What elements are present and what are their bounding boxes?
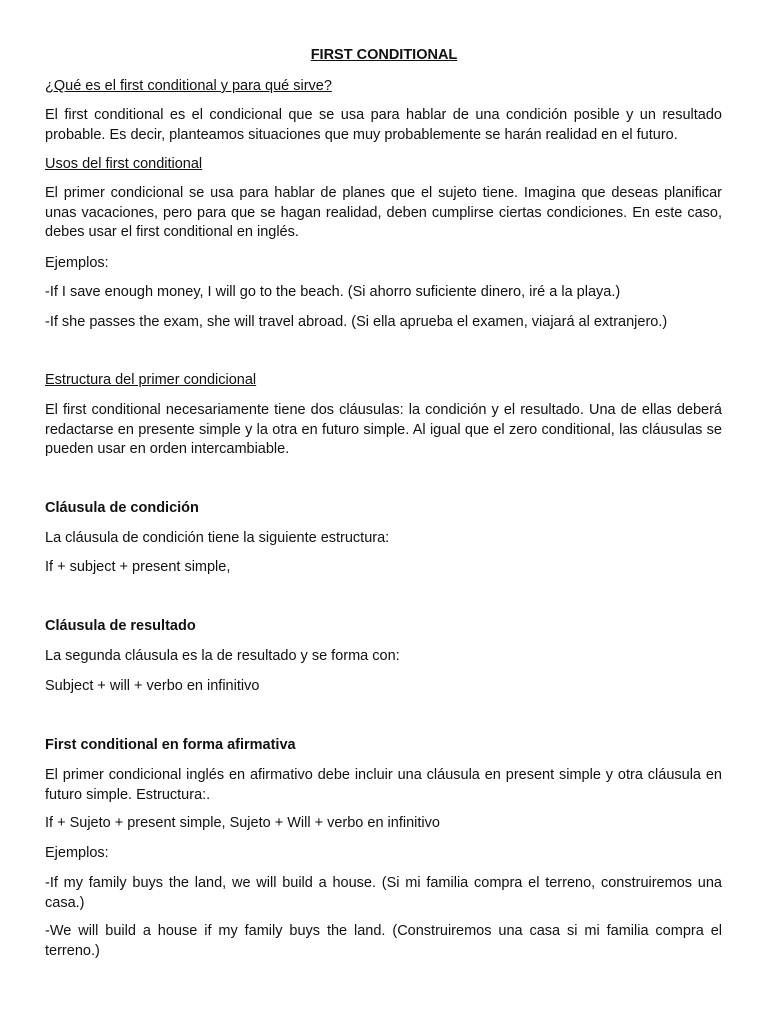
example-1: -If I save enough money, I will go to the beach. (Si ahorro suficiente dinero, iré a la playa.) <box>45 284 621 300</box>
page-title: FIRST CONDITIONAL <box>310 47 458 63</box>
afirmativa-formula: If + Sujeto + present simple, Sujeto + Will + verbo en infinitivo <box>45 815 440 831</box>
question-heading: ¿Qué es el first conditional y para qué sirve? <box>45 78 332 94</box>
example-4: -We will build a house if my family buys the land. (Construiremos una casa si mi familia compra el terreno.) <box>45 923 722 959</box>
condicion-paragraph: La cláusula de condición tiene la siguiente estructura: <box>45 530 390 546</box>
example-3: -If my family buys the land, we will build a house. (Si mi familia compra el terreno, construiremos una casa.) <box>45 875 722 911</box>
resultado-formula: Subject + will + verbo en infinitivo <box>45 678 260 694</box>
section-heading-condicion: Cláusula de condición <box>45 500 199 516</box>
ejemplos-label: Ejemplos: <box>45 845 109 861</box>
ejemplos-label: Ejemplos: <box>45 255 109 271</box>
usos-paragraph: El primer condicional se usa para hablar de planes que el sujeto tiene. Imagina que deseas planificar unas vacaciones, pero para que se hagan realidad, deben cumplirse ciertas condiciones. En este caso, debes usar el first conditional en inglés. <box>45 185 722 240</box>
section-heading-afirmativa: First conditional en forma afirmativa <box>45 737 296 753</box>
section-heading-usos: Usos del first conditional <box>45 156 203 172</box>
estructura-paragraph: El first conditional necesariamente tiene dos cláusulas: la condición y el resultado. Una de ellas deberá redactarse en presente simple y la otra en futuro simple. Al igual que el zero conditional, las cláusulas se pueden usar en orden intercambiable. <box>45 402 722 457</box>
intro-paragraph: El first conditional es el condicional que se usa para hablar de una condición posible y un resultado probable. Es decir, planteamos situaciones que muy probablemente se harán realidad en el futuro. <box>45 107 722 143</box>
section-heading-resultado: Cláusula de resultado <box>45 618 196 634</box>
section-heading-estructura: Estructura del primer condicional <box>45 372 257 388</box>
condicion-formula: If + subject + present simple, <box>45 559 231 575</box>
example-2: -If she passes the exam, she will travel abroad. (Si ella aprueba el examen, viajará al extranjero.) <box>45 314 668 330</box>
resultado-paragraph: La segunda cláusula es la de resultado y se forma con: <box>45 648 400 664</box>
afirmativa-paragraph: El primer condicional inglés en afirmativo debe incluir una cláusula en present simple y otra cláusula en futuro simple. Estructura:. <box>45 767 722 803</box>
